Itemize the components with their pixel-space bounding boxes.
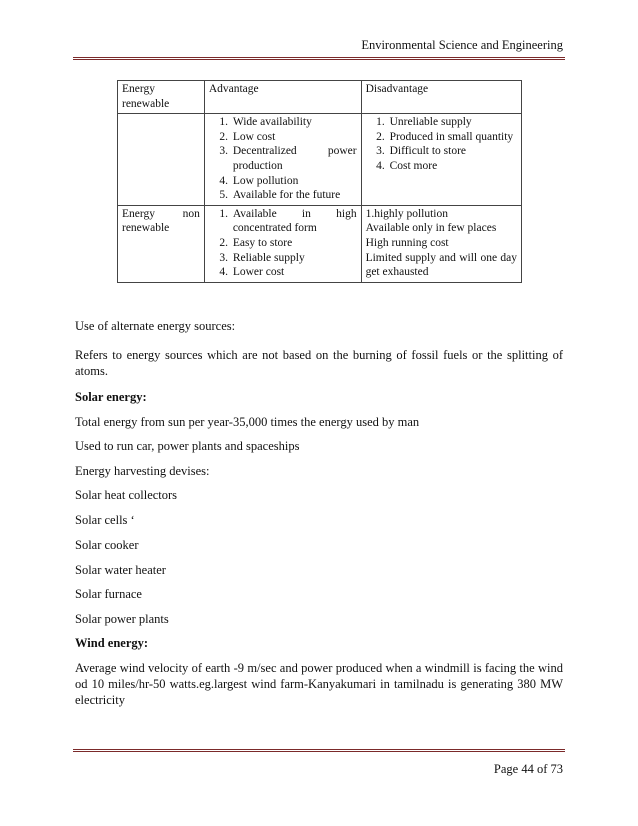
list-item: 4. Cost more bbox=[388, 159, 517, 174]
list-item: 4. Low pollution bbox=[231, 174, 357, 189]
wind-energy-description: Average wind velocity of earth -9 m/sec and power produced when a windmill is facing the wind od 10 miles/hr-50 watts.eg.largest wind farm-Kanyakumari in tamilnadu is generating 380 MW electricity bbox=[75, 661, 563, 707]
list-item: 1.highly pollution bbox=[365, 207, 448, 220]
list-item: 2. Low cost bbox=[231, 130, 357, 145]
list-item: Available only in few places bbox=[365, 222, 497, 235]
list-item: 2. Easy to store bbox=[231, 236, 357, 251]
device-item: Solar water heater bbox=[75, 563, 166, 577]
alt-energy-heading: Use of alternate energy sources: bbox=[75, 319, 236, 333]
non-renewable-label: Energy non renewable bbox=[118, 205, 205, 282]
device-item: Solar cells ‘ bbox=[75, 513, 135, 527]
header-advantage: Advantage bbox=[204, 81, 361, 114]
list-item: 1. Unreliable supply bbox=[388, 115, 517, 130]
list-item: 5. Available for the future bbox=[231, 188, 357, 203]
device-item: Solar heat collectors bbox=[75, 488, 178, 502]
solar-energy-heading: Solar energy: bbox=[75, 390, 147, 404]
header-rule bbox=[73, 57, 565, 60]
energy-comparison-table bbox=[117, 80, 522, 283]
solar-total-energy: Total energy from sun per year-35,000 times the energy used by man bbox=[75, 415, 420, 429]
wind-energy-heading: Wind energy: bbox=[75, 636, 149, 650]
table-row-non-renewable bbox=[118, 205, 522, 282]
list-item: Limited supply and will one day get exhausted bbox=[365, 251, 517, 279]
device-item: Solar furnace bbox=[75, 587, 142, 601]
list-item: 1. Available in high concentrated form bbox=[231, 207, 357, 236]
header-energy: Energy renewable bbox=[118, 81, 205, 114]
table-row-renewable bbox=[118, 114, 522, 206]
list-item: 4. Lower cost bbox=[231, 265, 357, 280]
renewable-advantages-list bbox=[209, 115, 357, 203]
non-renewable-advantages-cell bbox=[204, 205, 361, 282]
renewable-label-cell bbox=[118, 114, 205, 206]
renewable-disadvantages-list bbox=[366, 115, 517, 173]
non-renewable-advantages-list bbox=[209, 207, 357, 280]
device-item: Solar cooker bbox=[75, 538, 139, 552]
list-item: High running cost bbox=[365, 236, 449, 249]
list-item: 3. Decentralized power production bbox=[231, 144, 357, 173]
non-renewable-disadvantages-cell bbox=[361, 205, 521, 282]
running-header: Environmental Science and Engineering bbox=[361, 38, 563, 52]
solar-usage: Used to run car, power plants and spaceships bbox=[75, 439, 300, 453]
renewable-advantages-cell bbox=[204, 114, 361, 206]
header-disadvantage: Disadvantage bbox=[361, 81, 521, 114]
list-item: 3. Reliable supply bbox=[231, 251, 357, 266]
device-item: Solar power plants bbox=[75, 612, 169, 626]
devices-heading: Energy harvesting devises: bbox=[75, 464, 210, 478]
list-item: 1. Wide availability bbox=[231, 115, 357, 130]
table-header-row bbox=[118, 81, 522, 114]
page-number: Page 44 of 73 bbox=[493, 762, 563, 776]
alt-energy-description: Refers to energy sources which are not based on the burning of fossil fuels or the splitting of atoms. bbox=[75, 348, 563, 378]
footer-rule bbox=[73, 749, 565, 752]
list-item: 2. Produced in small quantity bbox=[388, 130, 517, 145]
renewable-disadvantages-cell bbox=[361, 114, 521, 206]
list-item: 3. Difficult to store bbox=[388, 144, 517, 159]
